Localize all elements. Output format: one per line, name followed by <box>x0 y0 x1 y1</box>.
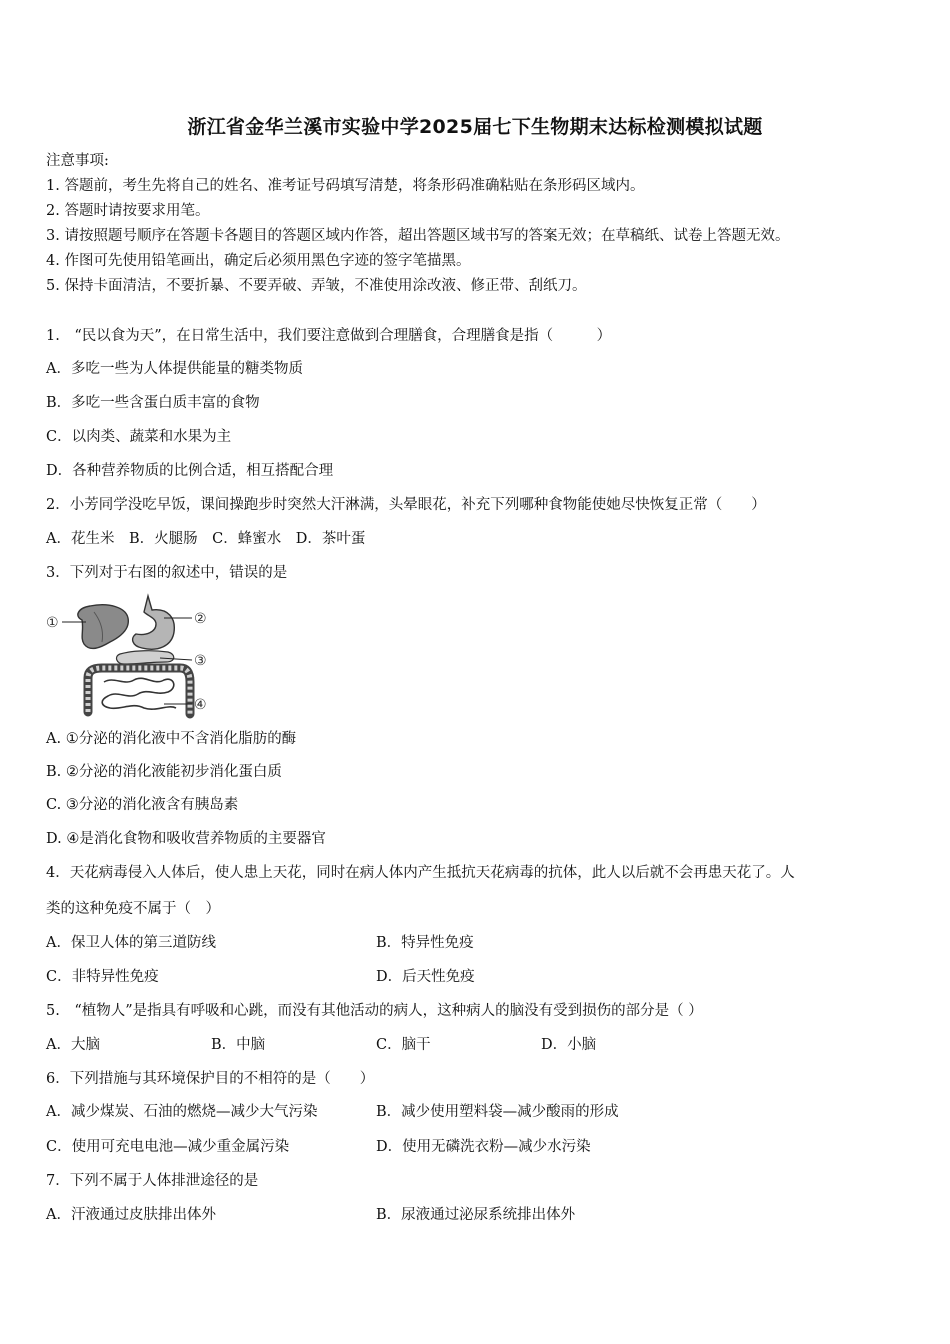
q6-option-b: B．减少使用塑料袋—减少酸雨的形成 <box>376 1104 619 1120</box>
q5-option-c: C．脑干 <box>376 1037 431 1053</box>
digestive-system-figure <box>44 592 214 720</box>
q7-option-a: A．汗液通过皮肤排出体外 <box>46 1207 216 1223</box>
notice-item-1: 1. 答题前，考生先将自己的姓名、准考证号码填写清楚，将条形码准确粘贴在条形码区域内。 <box>46 178 645 194</box>
q1-option-c: C．以肉类、蔬菜和水果为主 <box>46 429 232 445</box>
figure-label-2: ② <box>194 611 207 627</box>
q4-option-c: C．非特异性免疫 <box>46 969 159 985</box>
q1-option-a: A．多吃一些为人体提供能量的糖类物质 <box>46 361 303 377</box>
notice-heading: 注意事项: <box>46 153 109 169</box>
q5-option-d: D．小脑 <box>541 1037 597 1053</box>
q3-option-a: A. ①分泌的消化液中不含消化脂肪的酶 <box>46 731 297 747</box>
exam-title: 浙江省金华兰溪市实验中学2025届七下生物期末达标检测模拟试题 <box>187 116 763 138</box>
figure-label-1: ① <box>46 615 59 631</box>
q3-option-d: D. ④是消化食物和吸收营养物质的主要器官 <box>46 831 326 847</box>
stomach-shape <box>133 596 175 649</box>
notice-item-3: 3. 请按照题号顺序在答题卡各题目的答题区域内作答，超出答题区域书写的答案无效；在草稿纸、试卷上答题无效。 <box>46 228 790 244</box>
q4-option-b: B．特异性免疫 <box>376 935 474 951</box>
pancreas-shape <box>117 651 174 664</box>
q7-option-b: B．尿液通过泌尿系统排出体外 <box>376 1207 576 1223</box>
q4-stem-line1: 4．天花病毒侵入人体后，使人患上天花，同时在病人体内产生抵抗天花病毒的抗体，此人以后就不会再患天花了。人 <box>46 865 795 881</box>
q3-option-b: B. ②分泌的消化液能初步消化蛋白质 <box>46 764 282 780</box>
liver-shape <box>78 605 128 649</box>
q5-stem: 5. “植物人”是指具有呼吸和心跳，而没有其他活动的病人，这种病人的脑没有受到损伤的部分是（ ） <box>46 1003 703 1019</box>
q5-option-a: A．大脑 <box>46 1037 100 1053</box>
q4-stem-line2: 类的这种免疫不属于（ ） <box>46 901 220 917</box>
notice-item-5: 5. 保持卡面清洁，不要折暴、不要弄破、弄皱，不准使用涂改液、修正带、刮纸刀。 <box>46 278 587 294</box>
q3-stem: 3．下列对于右图的叙述中，错误的是 <box>46 565 288 581</box>
q1-stem: 1. “民以食为天”，在日常生活中，我们要注意做到合理膳食，合理膳食是指（ ） <box>46 328 612 344</box>
notice-item-2: 2. 答题时请按要求用笔。 <box>46 203 210 219</box>
q6-option-a: A．减少煤炭、石油的燃烧—减少大气污染 <box>46 1104 318 1120</box>
q4-option-d: D．后天性免疫 <box>376 969 475 985</box>
figure-label-4: ④ <box>194 697 207 713</box>
q6-option-d: D．使用无磷洗衣粉—减少水污染 <box>376 1139 591 1155</box>
q1-option-d: D．各种营养物质的比例合适，相互搭配合理 <box>46 463 334 479</box>
q4-option-a: A．保卫人体的第三道防线 <box>46 935 216 951</box>
q6-stem: 6．下列措施与其环境保护目的不相符的是（ ） <box>46 1071 375 1087</box>
q2-stem: 2．小芳同学没吃早饭，课间操跑步时突然大汗淋满，头晕眼花，补充下列哪种食物能使她尽快恢复正常（ ） <box>46 497 766 513</box>
q3-option-c: C. ③分泌的消化液含有胰岛素 <box>46 797 239 813</box>
figure-label-3: ③ <box>194 653 207 669</box>
small-intestine-shape <box>102 678 176 709</box>
q5-option-b: B．中脑 <box>211 1037 266 1053</box>
q7-stem: 7．下列不属于人体排泄途径的是 <box>46 1173 259 1189</box>
q6-option-c: C．使用可充电电池—减少重金属污染 <box>46 1139 290 1155</box>
q1-option-b: B．多吃一些含蛋白质丰富的食物 <box>46 395 260 411</box>
q2-options: A．花生米 B．火腿肠 C．蜂蜜水 D．茶叶蛋 <box>46 531 366 547</box>
notice-item-4: 4. 作图可先使用铅笔画出，确定后必须用黑色字迹的签字笔描黑。 <box>46 253 471 269</box>
